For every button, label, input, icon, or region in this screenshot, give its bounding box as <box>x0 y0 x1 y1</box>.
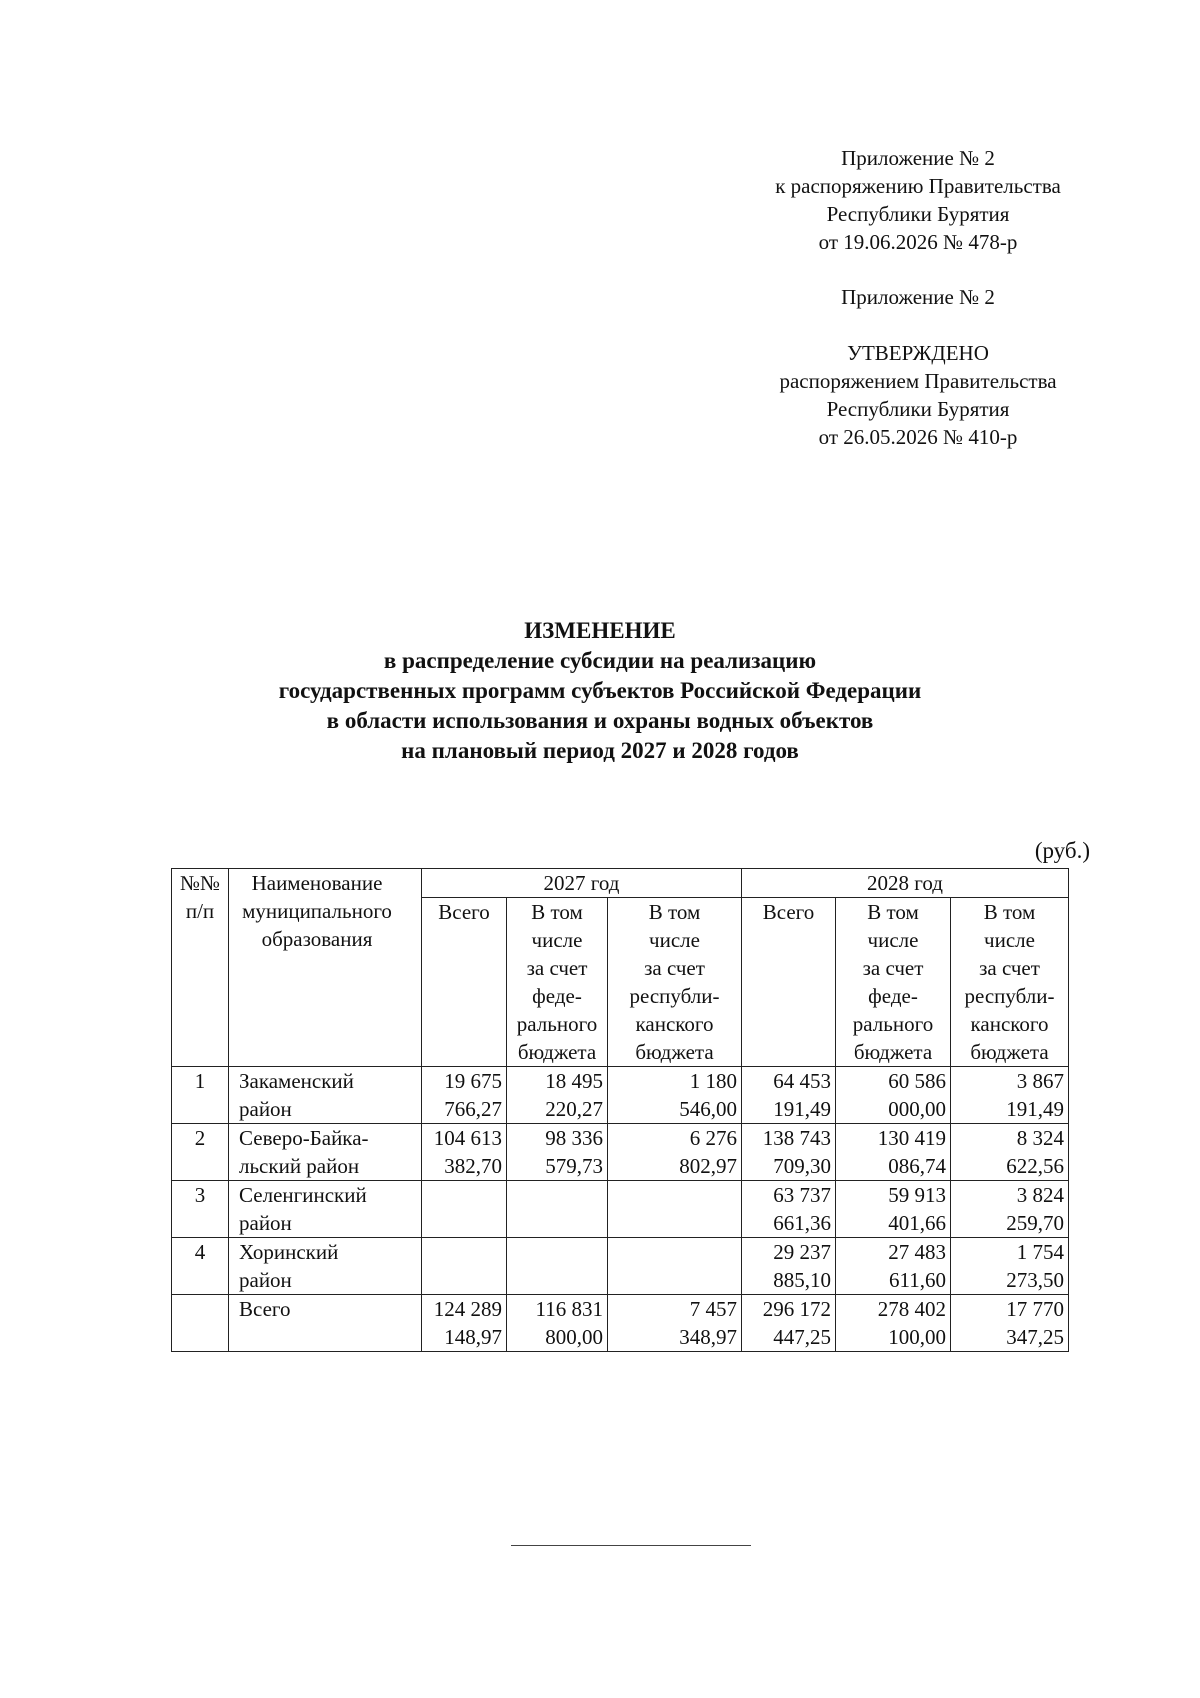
appendix-decree-line: к распоряжению Правительства <box>775 174 1061 198</box>
approval-republic-line: Республики Бурятия <box>826 397 1010 421</box>
header-federal-2027: В том числе за счет феде- рального бюджета <box>507 898 608 1067</box>
total-2027: 104 613 382,70 <box>422 1124 507 1181</box>
republic-2027: 6 276 802,97 <box>608 1124 742 1181</box>
table-row <box>172 1238 1069 1295</box>
title-line: государственных программ субъектов Российской Федерации <box>278 678 922 703</box>
total-2028: 296 172 447,25 <box>742 1295 836 1352</box>
approval-date-number: от 26.05.2026 № 410-р <box>818 425 1018 449</box>
row-number: 2 <box>172 1124 229 1181</box>
total-2027: 124 289 148,97 <box>422 1295 507 1352</box>
republic-2027: 1 180 546,00 <box>608 1067 742 1124</box>
row-number <box>172 1295 229 1352</box>
republic-2028: 3 867 191,49 <box>951 1067 1069 1124</box>
title-line: в области использования и охраны водных объектов <box>326 708 874 733</box>
row-number: 1 <box>172 1067 229 1124</box>
appendix-label: Приложение № 2 <box>841 146 995 170</box>
header-year-2027: 2027 год <box>422 869 742 898</box>
table-total-row <box>172 1295 1069 1352</box>
federal-2027: 98 336 579,73 <box>507 1124 608 1181</box>
currency-unit: (руб.) <box>1034 838 1090 863</box>
federal-2027: 116 831 800,00 <box>507 1295 608 1352</box>
total-2027 <box>422 1238 507 1295</box>
table-row <box>172 1124 1069 1181</box>
header-total-2028: Всего <box>742 898 836 1067</box>
federal-2028: 59 913 401,66 <box>836 1181 951 1238</box>
appendix-reference-prior <box>718 283 1118 311</box>
municipality-name: Селенгинский район <box>229 1181 422 1238</box>
header-municipality: Наименование муниципального образования <box>229 869 422 1067</box>
subsidy-distribution-table <box>171 868 1069 1352</box>
federal-2027 <box>507 1238 608 1295</box>
federal-2027: 18 495 220,27 <box>507 1067 608 1124</box>
republic-2027 <box>608 1238 742 1295</box>
approval-decree-line: распоряжением Правительства <box>779 369 1057 393</box>
table-row <box>172 1067 1069 1124</box>
row-number: 3 <box>172 1181 229 1238</box>
republic-2028: 8 324 622,56 <box>951 1124 1069 1181</box>
republic-2028: 17 770 347,25 <box>951 1295 1069 1352</box>
end-of-document-rule <box>511 1545 751 1546</box>
municipality-name: Северо-Байка- льский район <box>229 1124 422 1181</box>
federal-2028: 278 402 100,00 <box>836 1295 951 1352</box>
republic-2028: 1 754 273,50 <box>951 1238 1069 1295</box>
municipality-name: Хоринский район <box>229 1238 422 1295</box>
total-2028: 64 453 191,49 <box>742 1067 836 1124</box>
federal-2028: 27 483 611,60 <box>836 1238 951 1295</box>
total-label: Всего <box>229 1295 422 1352</box>
title-line: в распределение субсидии на реализацию <box>383 648 817 673</box>
municipality-name: Закаменский район <box>229 1067 422 1124</box>
federal-2028: 60 586 000,00 <box>836 1067 951 1124</box>
republic-2027 <box>608 1181 742 1238</box>
republic-2027: 7 457 348,97 <box>608 1295 742 1352</box>
header-year-2028: 2028 год <box>742 869 1069 898</box>
row-number: 4 <box>172 1238 229 1295</box>
republic-2028: 3 824 259,70 <box>951 1181 1069 1238</box>
table-row <box>172 1181 1069 1238</box>
approval-label: УТВЕРЖДЕНО <box>847 341 989 365</box>
document-title <box>100 616 1100 766</box>
header-republic-2028: В том числе за счет республи- канского бюджета <box>951 898 1069 1067</box>
appendix-reference-current <box>718 144 1118 256</box>
header-federal-2028: В том числе за счет феде- рального бюджета <box>836 898 951 1067</box>
total-2028: 63 737 661,36 <box>742 1181 836 1238</box>
federal-2028: 130 419 086,74 <box>836 1124 951 1181</box>
title-line: на плановый период 2027 и 2028 годов <box>401 738 799 763</box>
appendix-date-number: от 19.06.2026 № 478-р <box>818 230 1018 254</box>
federal-2027 <box>507 1181 608 1238</box>
table-header-row <box>172 869 1069 898</box>
header-total-2027: Всего <box>422 898 507 1067</box>
header-number: №№ п/п <box>172 869 229 1067</box>
title-heading: ИЗМЕНЕНИЕ <box>524 618 676 643</box>
appendix-republic-line: Республики Бурятия <box>826 202 1010 226</box>
total-2027: 19 675 766,27 <box>422 1067 507 1124</box>
total-2027 <box>422 1181 507 1238</box>
header-republic-2027: В том числе за счет республи- канского бюджета <box>608 898 742 1067</box>
appendix-label: Приложение № 2 <box>841 285 995 309</box>
total-2028: 29 237 885,10 <box>742 1238 836 1295</box>
approval-stamp <box>718 339 1118 451</box>
total-2028: 138 743 709,30 <box>742 1124 836 1181</box>
